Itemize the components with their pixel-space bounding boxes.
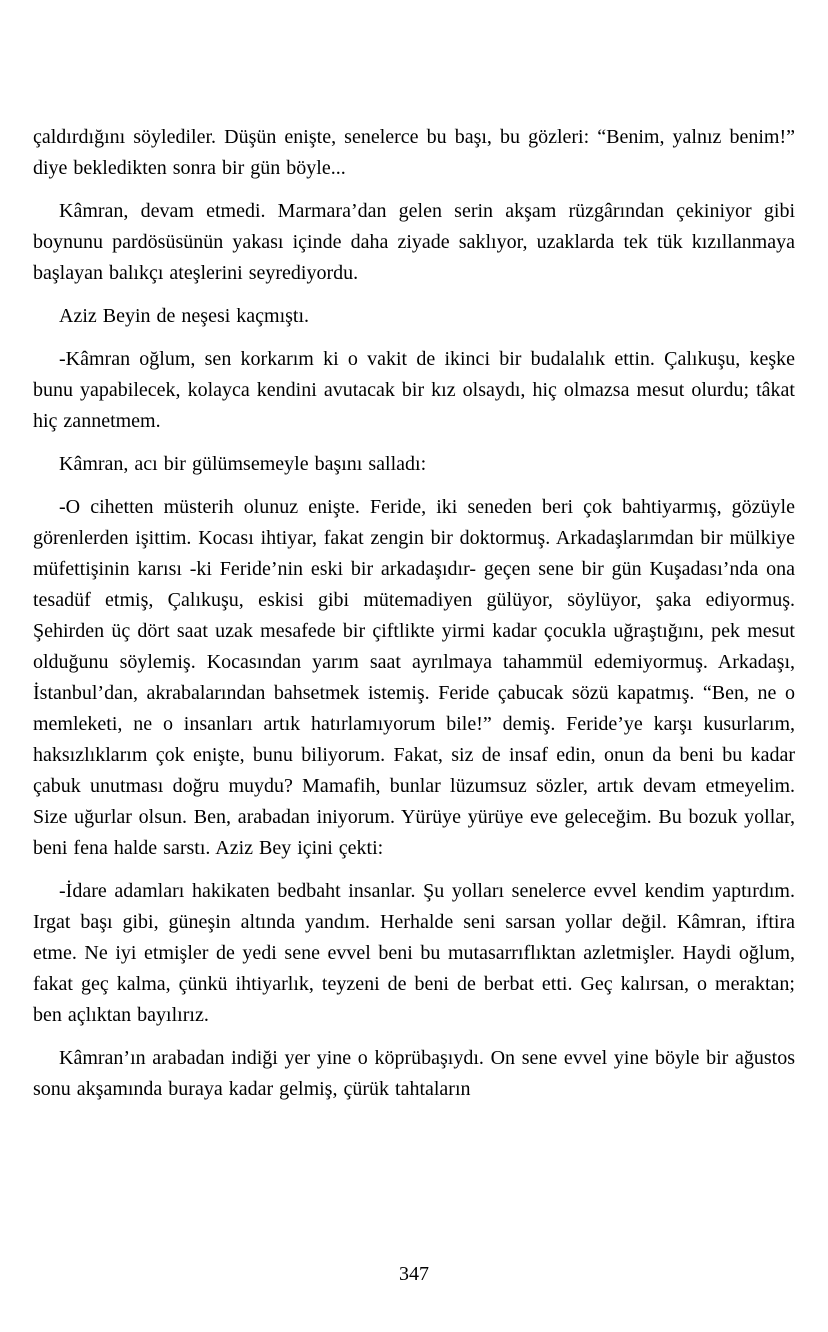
paragraph: Kâmran’ın arabadan indiği yer yine o köprübaşıydı. On sene evvel yine böyle bir ağustos sonu akşamında buraya kadar gelmiş, çürük tahtaların xyxy=(33,1047,795,1100)
page-number: 347 xyxy=(399,1263,429,1285)
paragraph: Aziz Beyin de neşesi kaçmıştı. xyxy=(59,305,310,327)
paragraph: -İdare adamları hakikaten bedbaht insanlar. Şu yolları senelerce evvel kendim yaptırdım. Irgat başı gibi, güneşin altında yandım. Herhalde seni sarsan yollar değil. Kâmran, iftira etme. Ne iyi etmişler de yedi sene evvel beni bu mutasarrıflıktan azletmişler. Haydi oğlum, fakat geç kalma, çünkü ihtiyarlık, teyzeni de beni de berbat etti. Geç kalırsan, o meraktan; ben açlıktan bayılırız. xyxy=(33,880,795,1026)
paragraph: -Kâmran oğlum, sen korkarım ki o vakit de ikinci bir budalalık ettin. Çalıkuşu, keşke bunu yapabilecek, kolayca kendini avutacak bir kız olsaydı, hiç olmazsa mesut olurdu; tâkat hiç zannetmem. xyxy=(33,348,795,432)
paragraph: Kâmran, acı bir gülümsemeyle başını salladı: xyxy=(59,453,427,475)
paragraph: -O cihetten müsterih olunuz enişte. Feride, iki seneden beri çok bahtiyarmış, gözüyle görenlerden işittim. Kocası ihtiyar, fakat zengin bir doktormuş. Arkadaşlarımdan bir mülkiye müfettişinin karısı -ki Feride’nin eski bir arkadaşıdır- geçen sene bir gün Kuşadası’nda ona tesadüf etmiş, Çalıkuşu, eskisi gibi mütemadiyen gülüyor, söylüyor, şaka ediyormuş. Şehirden üç dört saat uzak mesafede bir çiftlikte yirmi kadar çocukla uğraştığını, pek mesut olduğunu söylemiş. Kocasından yarım saat ayrılmaya tahammül edemiyormuş. Arkadaşı, İstanbul’dan, akrabalarından bahsetmek istemiş. Feride çabucak sözü kapatmış. “Ben, ne o memleketi, ne o insanları artık hatırlamıyorum bile!” demiş. Feride’ye karşı kusurlarım, haksızlıklarım çok enişte, bunu biliyorum. Fakat, siz de insaf edin, onun da beni bu kadar çabuk unutması doğru muydu? Mamafih, bunlar lüzumsuz sözler, artık devam etmeyelim. Size uğurlar olsun. Ben, arabadan iniyorum. Yürüye yürüye eve geleceğim. Bu bozuk yollar, beni fena halde sarstı. Aziz Bey içini çekti: xyxy=(33,496,795,859)
page-text-block xyxy=(33,122,795,1117)
paragraph: Kâmran, devam etmedi. Marmara’dan gelen serin akşam rüzgârından çekiniyor gibi boynunu pardösüsünün yakası içinde daha ziyade saklıyor, uzaklarda tek tük kızıllanmaya başlayan balıkçı ateşlerini seyrediyordu. xyxy=(33,200,795,284)
paragraph: çaldırdığını söylediler. Düşün enişte, senelerce bu başı, bu gözleri: “Benim, yalnız benim!” diye bekledikten sonra bir gün böyle... xyxy=(33,126,795,179)
